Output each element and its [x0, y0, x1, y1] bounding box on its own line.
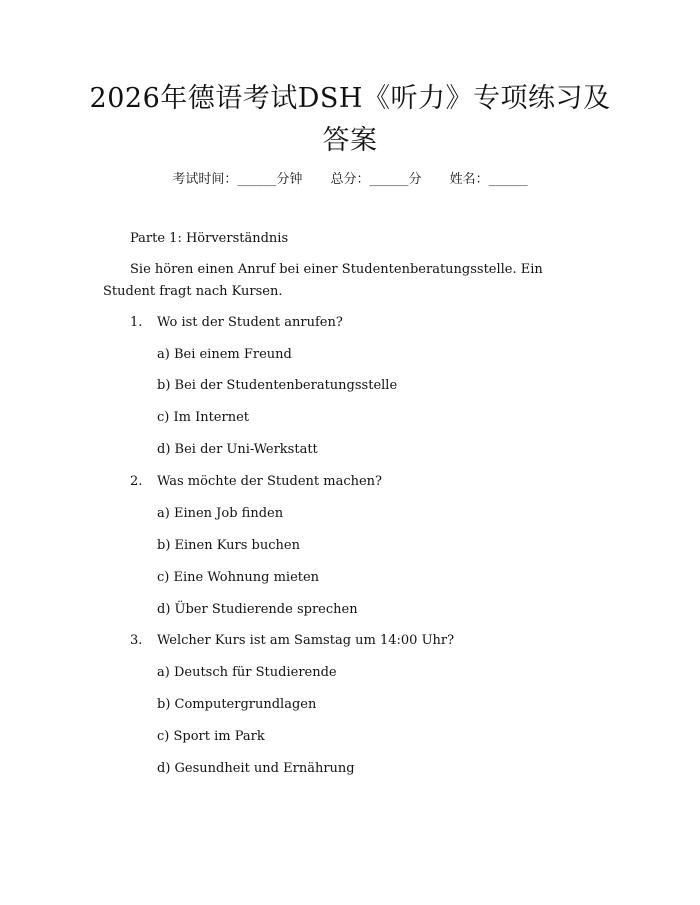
option-2d: d) Über Studierende sprechen	[157, 602, 358, 617]
option-2b: b) Einen Kurs buchen	[157, 538, 300, 553]
question-number: 2.	[130, 474, 143, 489]
question-2	[130, 474, 382, 489]
question-number: 3.	[130, 633, 143, 648]
question-number: 1.	[130, 315, 143, 330]
question-3	[130, 633, 454, 648]
option-2a: a) Einen Job finden	[157, 506, 284, 521]
question-1	[130, 315, 343, 330]
question-text: Welcher Kurs ist am Samstag um 14:00 Uhr?	[157, 633, 455, 648]
section-heading: Parte 1: Hörverständnis	[130, 231, 289, 246]
question-text: Was möchte der Student machen?	[157, 474, 383, 489]
option-1a: a) Bei einem Freund	[157, 347, 292, 362]
exam-score: 总分：______分	[330, 172, 422, 187]
exam-meta	[0, 168, 700, 187]
option-2c: c) Eine Wohnung mieten	[157, 570, 320, 585]
option-1b: b) Bei der Studentenberatungsstelle	[157, 378, 398, 393]
option-3d: d) Gesundheit und Ernährung	[157, 761, 355, 776]
option-3b: b) Computergrundlagen	[157, 697, 317, 712]
option-1c: c) Im Internet	[157, 410, 250, 425]
intro-text: Sie hören einen Anruf bei einer Studentenberatungsstelle. Ein Student fragt nach Kursen.	[103, 262, 543, 299]
question-text: Wo ist der Student anrufen?	[157, 315, 343, 330]
document-title: 2026年德语考试DSH《听力》专项练习及答案	[89, 83, 611, 156]
option-1d: d) Bei der Uni-Werkstatt	[157, 442, 318, 457]
exam-time: 考试时间：______分钟	[172, 172, 303, 187]
option-3c: c) Sport im Park	[157, 729, 265, 744]
option-3a: a) Deutsch für Studierende	[157, 665, 337, 680]
exam-name: 姓名：______	[449, 172, 528, 187]
